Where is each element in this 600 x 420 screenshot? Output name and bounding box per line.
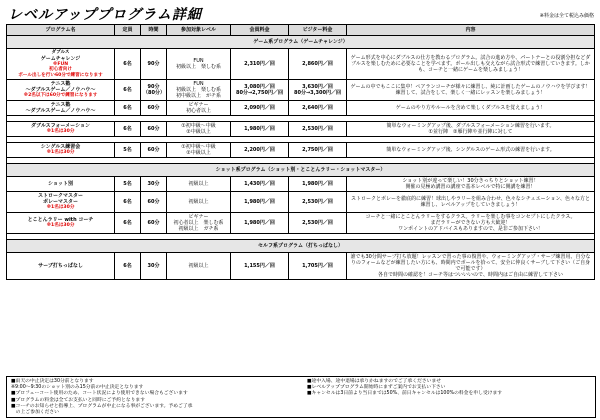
header-capacity: 定員 xyxy=(115,25,141,36)
section-title: ショット系プログラム（ショット別・とことんラリー・ショットマスター） xyxy=(7,164,595,177)
program-name: テニス塾 ～ダブルスゲーム／ノウハウ～ xyxy=(25,81,96,94)
table-row xyxy=(7,177,595,192)
capacity-cell: 6名 xyxy=(115,252,141,279)
program-name-cell xyxy=(7,192,115,213)
table-row xyxy=(7,143,595,158)
visitor-price-cell: 1,705円／回 xyxy=(289,252,347,279)
member-price-cell: 2,090円／回 xyxy=(231,101,289,116)
member-price-cell: 1,980円／回 xyxy=(231,192,289,213)
time-cell: 60分 xyxy=(141,122,167,137)
capacity-cell: 6名 xyxy=(115,49,141,80)
visitor-price-cell: 2,640円／回 xyxy=(289,101,347,116)
capacity-cell: 6名 xyxy=(115,80,141,101)
table-row xyxy=(7,49,595,80)
header-content: 内容 xyxy=(347,25,595,36)
note-line: ※9:00～9:30のショット別のみ15分前の中止決定となります xyxy=(11,385,144,391)
program-note: ※FUN 初心者向け ボール出しを行い60分で練習になります xyxy=(18,61,103,78)
content-cell: 誰でも30分間サーブ打ち放題！レッスンで習った事の復習や、ウォーミングアップ・サーブ練習用、自分なりのフォームなどが練習したい方にも、時間内でボールを拾って、安全に仲良くサーブして下さい（ご自身で可能です） 各自で時間の確認を！コーチ等はついいいので、時間内はご自由に練習して下さい xyxy=(347,252,595,279)
program-name: サーブ打ちっぱなし xyxy=(38,262,83,269)
table-row xyxy=(7,192,595,213)
time-cell: 90分 （80分） xyxy=(141,80,167,101)
level-cell: ビギナー 初心者以上 xyxy=(167,101,231,116)
note-line: ■レベルアッププログラム開始時にまずご案内でお支払い下さい xyxy=(307,385,446,391)
page-title: レベルアッププログラム詳細 xyxy=(8,7,202,23)
member-price-cell: 1,155円／回 xyxy=(231,252,289,279)
level-cell: ビギナー 初心者以上 楽しむ系 初級以上 ガチ系 xyxy=(167,212,231,233)
content-cell: ショット別が違って楽しい！30分きっちりとショット練習！ 開催の見極め講習の講座で基本レベルで特に開講を練習！ xyxy=(347,177,595,192)
program-name-cell xyxy=(7,252,115,279)
header-row xyxy=(7,25,595,36)
program-note: ※2名以下は60分で練習になります xyxy=(23,93,98,99)
visitor-price-cell: 2,530円／回 xyxy=(289,122,347,137)
level-cell: ①初中級～中級 ②中級以上 xyxy=(167,143,231,158)
program-name-cell xyxy=(7,143,115,158)
program-name: ダブルスフォーメーション xyxy=(31,123,90,130)
program-table-body xyxy=(7,36,595,280)
visitor-price-cell: 2,860円／回 xyxy=(289,49,347,80)
content-cell: 簡単なウォーミングアップ後、ダブルスフォーメーション練習を行います。 ①並行陣 ②雁行陣や並行陣に対して xyxy=(347,122,595,137)
section-title: ゲーム系プログラム（ゲームチャレンジ） xyxy=(7,36,595,49)
program-note: ※1名は30分 xyxy=(46,205,75,210)
program-subtitle: ダブルス xyxy=(51,50,70,55)
time-cell: 30分 xyxy=(141,252,167,279)
level-cell: 初級以上 xyxy=(167,177,231,192)
program-name: ストロークマスター ボレーマスター xyxy=(37,193,83,205)
time-cell: 60分 xyxy=(141,101,167,116)
capacity-cell: 6名 xyxy=(115,212,141,233)
capacity-cell: 6名 xyxy=(115,192,141,213)
program-name-cell xyxy=(7,212,115,233)
program-name-cell xyxy=(7,101,115,116)
table-row xyxy=(7,252,595,279)
program-name-cell xyxy=(7,80,115,101)
note-line: ■途中入場、途中退場は承りかねますのでご了承くださいませ xyxy=(307,379,442,384)
header-program: プログラム名 xyxy=(7,25,115,36)
program-note: ※1名は30分 xyxy=(46,222,75,228)
member-price-cell: 2,200円／回 xyxy=(231,143,289,158)
program-note: ※1名は30分 xyxy=(46,129,75,135)
program-name-cell xyxy=(7,122,115,137)
tax-note: ※料金は全て税込み価格 xyxy=(539,13,594,19)
header-visitor-price: ビジター料金 xyxy=(289,25,347,36)
note-line: ■プログラムの料金は全てお支払いと同時にご予約となります xyxy=(11,397,146,403)
note-line: ■キャンセルは3日前より当日までは50%、前日キャンセルは100%の料金を申し受けます xyxy=(307,391,503,397)
header-time: 時間 xyxy=(141,25,167,36)
note-line: の上ご参加ください xyxy=(11,410,59,416)
capacity-cell: 5名 xyxy=(115,177,141,192)
level-cell: 初級以上 xyxy=(167,192,231,213)
notes-box xyxy=(6,376,596,418)
program-name: とことんラリー with コーチ xyxy=(27,216,94,223)
note-line: ■プロフェーコート使用のため、コート状況により使用できない場合もございます xyxy=(11,391,188,397)
capacity-cell: 6名 xyxy=(115,101,141,116)
time-cell: 60分 xyxy=(141,192,167,213)
time-cell: 30分 xyxy=(141,177,167,192)
member-price-cell: 1,980円／回 xyxy=(231,122,289,137)
member-price-cell: 1,430円／回 xyxy=(231,177,289,192)
level-cell: FUN 初級以上 楽しむ系 初中級以上 がチ系 xyxy=(167,80,231,101)
visitor-price-cell: 1,980円／回 xyxy=(289,177,347,192)
program-name: ショット別 xyxy=(48,181,73,187)
table-row xyxy=(7,80,595,101)
content-cell: 簡単なウォーミングアップ後、シングルスのゲーム形式の練習を行います。 xyxy=(347,143,595,158)
level-cell: FUN 初級以上 楽しむ系 xyxy=(167,49,231,80)
time-cell: 90分 xyxy=(141,49,167,80)
content-cell: ゲームのやり方やルールを含めて楽しくダブルスを覚えましょう！ xyxy=(347,101,595,116)
visitor-price-cell: 2,530円／回 xyxy=(289,192,347,213)
visitor-price-cell: 2,530円／回 xyxy=(289,212,347,233)
content-cell: コーチと一緒にとことんラリーをするクラス。ラリーを楽しむ事をコンセプトにしたクラス。 まだラリーができない方も大歓迎！ ワンポイントのアドバイスもありますので、是非ご参加下さい！ xyxy=(347,212,595,233)
note-line: ■コーチのお知らせと指導上、プログラムが中止になる事がございます。予めご了承 xyxy=(11,403,193,409)
content-cell: ゲームの中でもここに集中！ペアランコーチが様々に練習し、純に計画したゲームのノウハウを学びます！練習して、試合をして、楽しく一緒にレッスンを楽しみましょう！ xyxy=(347,80,595,101)
capacity-cell: 6名 xyxy=(115,122,141,137)
table-row xyxy=(7,122,595,137)
time-cell: 60分 xyxy=(141,143,167,158)
level-cell: ①初中級～中級 ②中級以上 xyxy=(167,122,231,137)
table-row xyxy=(7,212,595,233)
note-line: ■雨天の中止決定は30分前となります xyxy=(11,379,94,384)
content-cell: ゲーム形式を中心にダブルスの仕方を教わるプログラム。試合の進め方や、パートナーとの役割分担などダブルスを楽しむために必要なことを学べます。ボール出しも交えながら試合形式で練習していきます。しかも、コーチと一緒にゲームを楽しみましょう！ xyxy=(347,49,595,80)
header-member-price: 会員料金 xyxy=(231,25,289,36)
visitor-price-cell: 2,750円／回 xyxy=(289,143,347,158)
notes-left xyxy=(11,379,301,416)
member-price-cell: 2,310円／回 xyxy=(231,49,289,80)
program-table xyxy=(6,24,595,280)
program-name: シングルス練習会 xyxy=(40,144,81,151)
capacity-cell: 5名 xyxy=(115,143,141,158)
program-name-cell xyxy=(7,49,115,80)
member-price-cell: 3,080円／回 80分→2,750円／回 xyxy=(231,80,289,101)
section-title: セルフ系プログラム（打ちっぱなし） xyxy=(7,239,595,252)
program-name-cell xyxy=(7,177,115,192)
section-header-row xyxy=(7,164,595,177)
program-name: ゲームチャレンジ xyxy=(40,55,81,62)
header-level: 参加対象レベル xyxy=(167,25,231,36)
section-header-row xyxy=(7,36,595,49)
visitor-price-cell: 3,630円／回 80分→3,300円／回 xyxy=(289,80,347,101)
notes-right xyxy=(307,379,591,398)
program-note: ※1名は30分 xyxy=(46,150,75,156)
program-name: テニス塾 ～ダブルスゲーム／ノウハウ～ xyxy=(25,102,96,114)
member-price-cell: 1,980円／回 xyxy=(231,212,289,233)
section-header-row xyxy=(7,239,595,252)
content-cell: ストロークとボレーを徹底的に練習！球出しやラリーを組み合わせ、色々なシチュエーション、色々な方と練習し、レベルアップをしていきましょう！ xyxy=(347,192,595,213)
time-cell: 60分 xyxy=(141,212,167,233)
level-cell: 初級以上 xyxy=(167,252,231,279)
table-row xyxy=(7,101,595,116)
